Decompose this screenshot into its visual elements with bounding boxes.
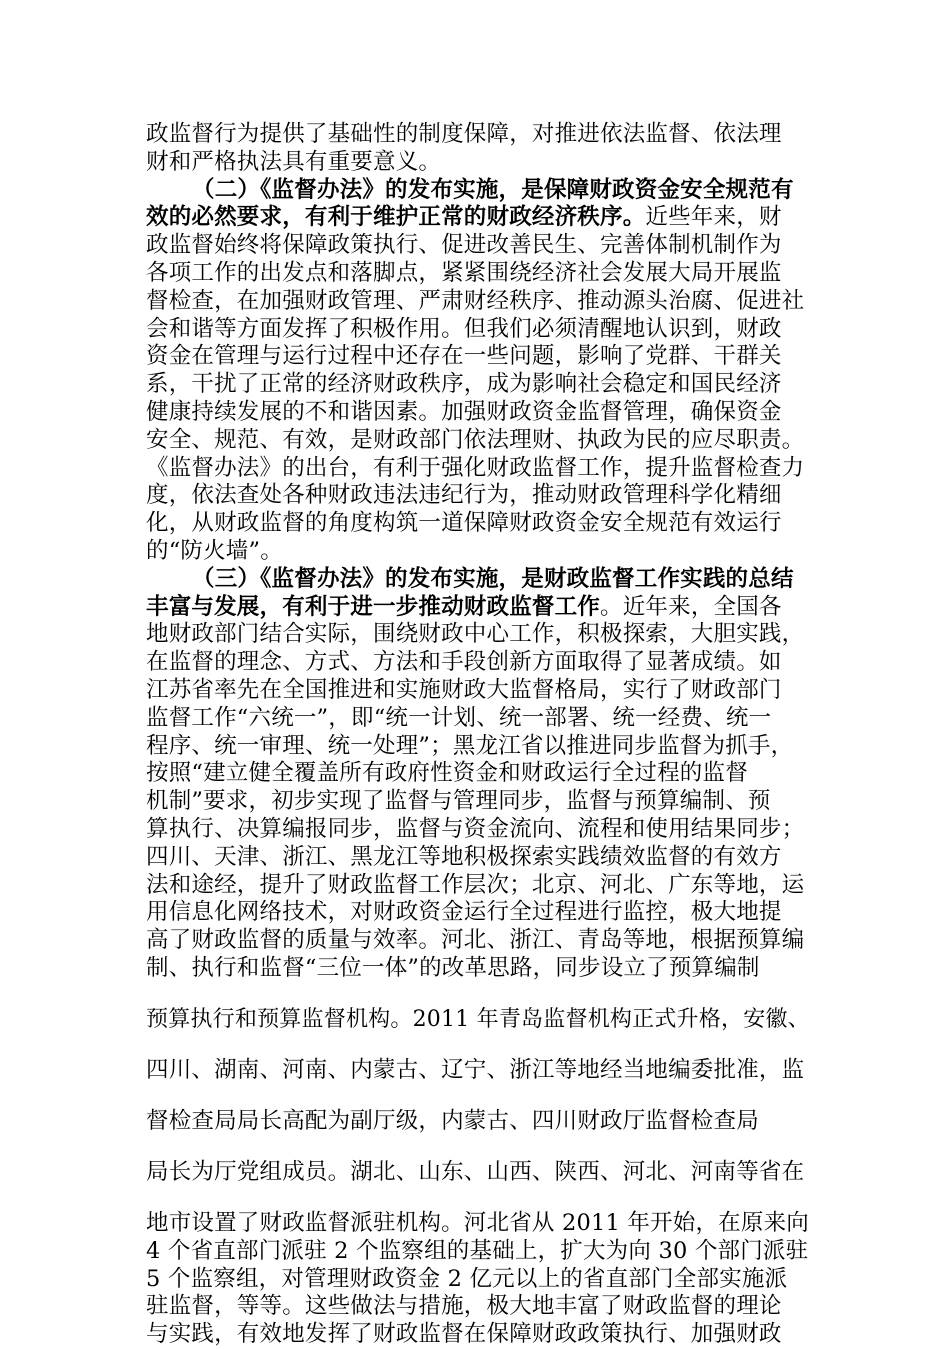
text-segment: 机制”要求，初步实现了监督与管理同步，监督与预算编制、预 [146, 788, 771, 815]
bold-text-segment: 效的必然要求，有利于维护正常的财政经济秩序。 [146, 204, 646, 231]
bold-text-segment: （二）《监督办法》的发布实施，是保障财政资金安全规范有 [192, 176, 794, 203]
text-line [146, 872, 810, 900]
text-segment: 地市设置了财政监督派驻机构。河北省从 2011 年开始，在原来向 [146, 1209, 809, 1236]
text-segment: 制、执行和监督“三位一体”的改革思路，同步设立了预算编制 [146, 954, 760, 981]
text-line [146, 594, 810, 622]
text-line [146, 760, 810, 788]
text-segment: 的“防火墙”。 [146, 537, 283, 564]
text-segment: 。近年来，全国各 [600, 593, 782, 620]
text-segment: 按照“建立健全覆盖所有政府性资金和财政运行全过程的监督 [146, 760, 748, 787]
text-line [146, 121, 810, 149]
text-line [146, 705, 810, 733]
text-line [146, 1293, 810, 1321]
text-segment: 高了财政监督的质量与效率。河北、浙江、青岛等地，根据预算编 [146, 927, 805, 954]
text-line [146, 1159, 810, 1210]
text-segment: 安全、规范、有效，是财政部门依法理财、执政为民的应尽职责。 [146, 426, 805, 453]
text-line [146, 177, 810, 205]
bold-text-segment: 丰富与发展，有利于进一步推动财政监督工作 [146, 593, 601, 620]
text-segment: 四川、天津、浙江、黑龙江等地积极探索实践绩效监督的有效方 [146, 843, 782, 870]
text-line [146, 232, 810, 260]
bold-text-segment: （三）《监督办法》的发布实施，是财政监督工作实践的总结 [192, 565, 794, 592]
text-segment: 政监督始终将保障政策执行、促进改善民生、完善体制机制作为 [146, 232, 782, 259]
text-line [146, 1057, 810, 1108]
text-segment: 与实践，有效地发挥了财政监督在保障财政政策执行、加强财政 [146, 1321, 782, 1348]
text-segment: 化，从财政监督的角度构筑一道保障财政资金安全规范有效运行 [146, 510, 782, 537]
text-line [146, 1210, 810, 1238]
text-line [146, 788, 810, 816]
text-line [146, 621, 810, 649]
text-segment: 度，依法查处各种财政违法违纪行为，推动财政管理科学化精细 [146, 482, 782, 509]
text-line [146, 1266, 810, 1294]
text-line [146, 260, 810, 288]
text-line [146, 204, 810, 232]
text-segment: 程序、统一审理、统一处理”；黑龙江省以推进同步监督为抓手， [146, 732, 794, 759]
text-line [146, 343, 810, 371]
text-line [146, 955, 810, 1006]
text-line [146, 371, 810, 399]
text-segment: 在监督的理念、方式、方法和手段创新方面取得了显著成绩。如 [146, 649, 782, 676]
text-line [146, 1238, 810, 1266]
text-segment: 江苏省率先在全国推进和实施财政大监督格局，实行了财政部门 [146, 676, 782, 703]
text-line [146, 288, 810, 316]
text-line [146, 899, 810, 927]
text-segment: 政监督行为提供了基础性的制度保障，对推进依法监督、依法理 [146, 121, 782, 147]
text-segment: 地财政部门结合实际，围绕财政中心工作，积极探索，大胆实践， [146, 621, 805, 648]
text-segment: 近些年来，财 [645, 204, 782, 231]
text-segment: 会和谐等方面发挥了积极作用。但我们必须清醒地认识到，财政 [146, 315, 782, 342]
text-line [146, 538, 810, 566]
text-line [146, 455, 810, 483]
text-line [146, 316, 810, 344]
text-line [146, 566, 810, 594]
text-segment: 监督工作“六统一”，即“统一计划、统一部署、统一经费、统一 [146, 704, 772, 731]
text-line [146, 149, 810, 177]
text-line [146, 482, 810, 510]
text-line [146, 1321, 810, 1349]
text-line [146, 1108, 810, 1159]
text-segment: 法和途经，提升了财政监督工作层次；北京、河北、广东等地，运 [146, 871, 805, 898]
text-segment: 四川、湖南、河南、内蒙古、辽宁、浙江等地经当地编委批准，监 [146, 1056, 805, 1083]
text-segment: 健康持续发展的不和谐因素。加强财政资金监督管理，确保资金 [146, 398, 782, 425]
text-line [146, 1006, 810, 1057]
text-line [146, 677, 810, 705]
text-line [146, 399, 810, 427]
text-line [146, 927, 810, 955]
text-line [146, 510, 810, 538]
text-segment: 5 个监察组，对管理财政资金 2 亿元以上的省直部门全部实施派 [146, 1265, 788, 1292]
text-segment: 用信息化网络技术，对财政资金运行全过程进行监控，极大地提 [146, 899, 782, 926]
text-line [146, 427, 810, 455]
text-line [146, 844, 810, 872]
text-segment: 各项工作的出发点和落脚点，紧紧围绕经济社会发展大局开展监 [146, 259, 782, 286]
text-segment: 4 个省直部门派驻 2 个监察组的基础上，扩大为向 30 个部门派驻 [146, 1237, 809, 1264]
text-segment: 财和严格执法具有重要意义。 [146, 148, 442, 175]
text-segment: 系，干扰了正常的经济财政秩序，成为影响社会稳定和国民经济 [146, 371, 782, 398]
text-line [146, 649, 810, 677]
text-segment: 预算执行和预算监督机构。2011 年青岛监督机构正式升格，安徽、 [146, 1006, 810, 1032]
text-segment: 局长为厅党组成员。湖北、山东、山西、陕西、河北、河南等省在 [146, 1158, 805, 1185]
text-segment: 算执行、决算编报同步，监督与资金流向、流程和使用结果同步； [146, 815, 805, 842]
text-segment: 督检查，在加强财政管理、严肃财经秩序、推动源头治腐、促进社 [146, 287, 805, 314]
text-line [146, 816, 810, 844]
text-segment: 督检查局局长高配为副厅级，内蒙古、四川财政厅监督检查局 [146, 1107, 759, 1134]
document-body [146, 121, 810, 1349]
text-segment: 驻监督，等等。这些做法与措施，极大地丰富了财政监督的理论 [146, 1293, 782, 1320]
text-segment: 《监督办法》的出台，有利于强化财政监督工作，提升监督检查力 [146, 454, 805, 481]
text-segment: 资金在管理与运行过程中还存在一些问题，影响了党群、干群关 [146, 343, 782, 370]
text-line [146, 733, 810, 761]
